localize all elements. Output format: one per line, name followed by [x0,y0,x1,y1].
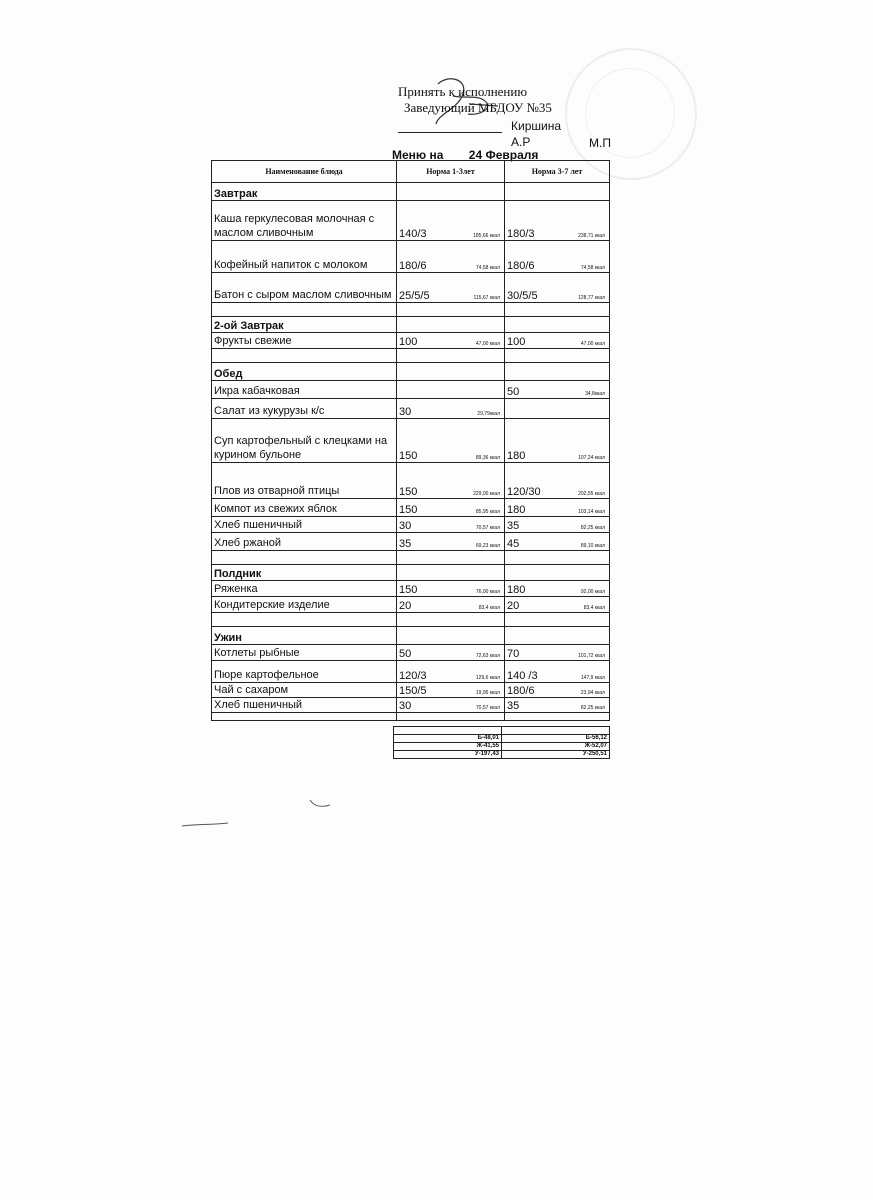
norm1-cell: 30 70,57 ккал [397,698,505,713]
dish-name: Кондитерские изделие [212,597,397,613]
norm1-cell: 120/3 129,6 ккал [397,661,505,683]
norm1-cell: 150/5 19,95 ккал [397,683,505,698]
totals-row-protein [394,735,610,743]
table-row [212,683,610,698]
table-row [212,399,610,419]
total-col1: У-197,43 [394,751,502,759]
norm1-cell: 35 69,23 ккал [397,533,505,551]
approval-block [398,84,561,149]
dish-name: Батон с сыром маслом сливочным [212,273,397,303]
norm2-cell: 180/3 238,71 ккал [505,201,610,241]
table-row [212,533,610,551]
dish-name: Компот из свежих яблок [212,499,397,517]
norm1-cell: 150 76,00 ккал [397,581,505,597]
pen-marks [180,790,340,840]
dish-name: Котлеты рыбные [212,645,397,661]
norm2-cell: 45 89,10 ккал [505,533,610,551]
total-col2: Б-56,12 [502,735,610,743]
mp-label: М.П [589,136,611,150]
norm2-cell: 30/5/5 128,77 ккал [505,273,610,303]
totals-table [393,726,610,759]
norm1-cell [397,381,505,399]
empty-row [212,303,610,317]
norm2-cell: 120/30 202,55 ккал [505,463,610,499]
norm1-cell: 20 83,4 ккал [397,597,505,613]
section-row [212,183,610,201]
dish-name: Хлеб пшеничный [212,698,397,713]
norm2-cell [505,399,610,419]
empty-row [212,613,610,627]
norm2-cell: 140 /3 147,9 ккал [505,661,610,683]
norm1-cell: 150 229,00 ккал [397,463,505,499]
dish-name: Фрукты свежие [212,333,397,349]
dish-name: Чай с сахаром [212,683,397,698]
section-second-breakfast: 2-ой Завтрак [212,317,397,333]
table-row [212,201,610,241]
norm1-cell: 180/6 74,58 ккал [397,241,505,273]
dish-name: Плов из отварной птицы [212,463,397,499]
norm2-cell: 70 101,72 ккал [505,645,610,661]
dish-name: Каша геркулесовая молочная с маслом сливочным [212,201,397,241]
section-row [212,627,610,645]
table-row [212,273,610,303]
menu-table [211,160,610,721]
total-col2: Ж-52,07 [502,743,610,751]
empty-row [212,349,610,363]
section-dinner: Ужин [212,627,397,645]
total-col1: Б-48,01 [394,735,502,743]
section-row [212,317,610,333]
norm2-cell: 180 107,24 ккал [505,419,610,463]
total-col2: У-250,51 [502,751,610,759]
header-dish: Наименование блюда [212,161,397,183]
norm2-cell: 35 82,25 ккал [505,698,610,713]
header-col1: Норма 1-3лет [397,161,505,183]
table-row [212,419,610,463]
section-row [212,565,610,581]
section-snack: Полдник [212,565,397,581]
header-col2: Норма 3-7 лет [505,161,610,183]
table-header-row [212,161,610,183]
totals-row-carbs [394,751,610,759]
table-row [212,581,610,597]
empty-row [212,551,610,565]
section-row [212,363,610,381]
norm1-cell: 140/3 185,66 ккал [397,201,505,241]
dish-name: Хлеб пшеничный [212,517,397,533]
norm2-cell: 180 92,00 ккал [505,581,610,597]
empty-row [212,713,610,721]
menu-title-prefix: Меню на [392,148,444,162]
table-row [212,499,610,517]
norm2-cell: 20 83,4 ккал [505,597,610,613]
norm2-cell: 180/6 23,94 ккал [505,683,610,698]
table-row [212,517,610,533]
dish-name: Суп картофельный с клецками на курином бульоне [212,419,397,463]
table-row [212,241,610,273]
table-row [212,597,610,613]
norm1-cell: 30 29,79ккал [397,399,505,419]
dish-name: Ряженка [212,581,397,597]
norm1-cell: 150 89,36 ккал [397,419,505,463]
total-col1: Ж-41,55 [394,743,502,751]
norm2-cell: 180/6 74,58 ккал [505,241,610,273]
dish-name: Хлеб ржаной [212,533,397,551]
norm1-cell: 100 47,00 ккал [397,333,505,349]
norm2-cell: 35 82,25 ккал [505,517,610,533]
approval-line2: Заведующий МБДОУ №35 [404,100,552,115]
table-row [212,463,610,499]
dish-name: Кофейный напиток с молоком [212,241,397,273]
table-row [212,698,610,713]
dish-name: Салат из кукурузы к/с [212,399,397,419]
norm2-cell: 100 47,00 ккал [505,333,610,349]
norm2-cell: 50 34,8ккал [505,381,610,399]
signer-name: Киршина А.Р [511,119,561,149]
menu-date: 24 Февраля [468,148,539,162]
table-row [212,381,610,399]
table-row [212,661,610,683]
signature-row [398,118,561,149]
norm1-cell: 25/5/5 115,67 ккал [397,273,505,303]
table-row [212,645,610,661]
norm1-cell: 30 70,57 ккал [397,517,505,533]
norm1-cell: 50 72,63 ккал [397,645,505,661]
signature-line [398,132,502,133]
totals-row-fat [394,743,610,751]
dish-name: Пюре картофельное [212,661,397,683]
table-row [212,333,610,349]
dish-name: Икра кабачковая [212,381,397,399]
approval-line1: Принять к исполнению [398,84,528,99]
norm2-cell: 180 103,14 ккал [505,499,610,517]
section-lunch: Обед [212,363,397,381]
norm1-cell: 150 85,95 ккал [397,499,505,517]
section-breakfast: Завтрак [212,183,397,201]
